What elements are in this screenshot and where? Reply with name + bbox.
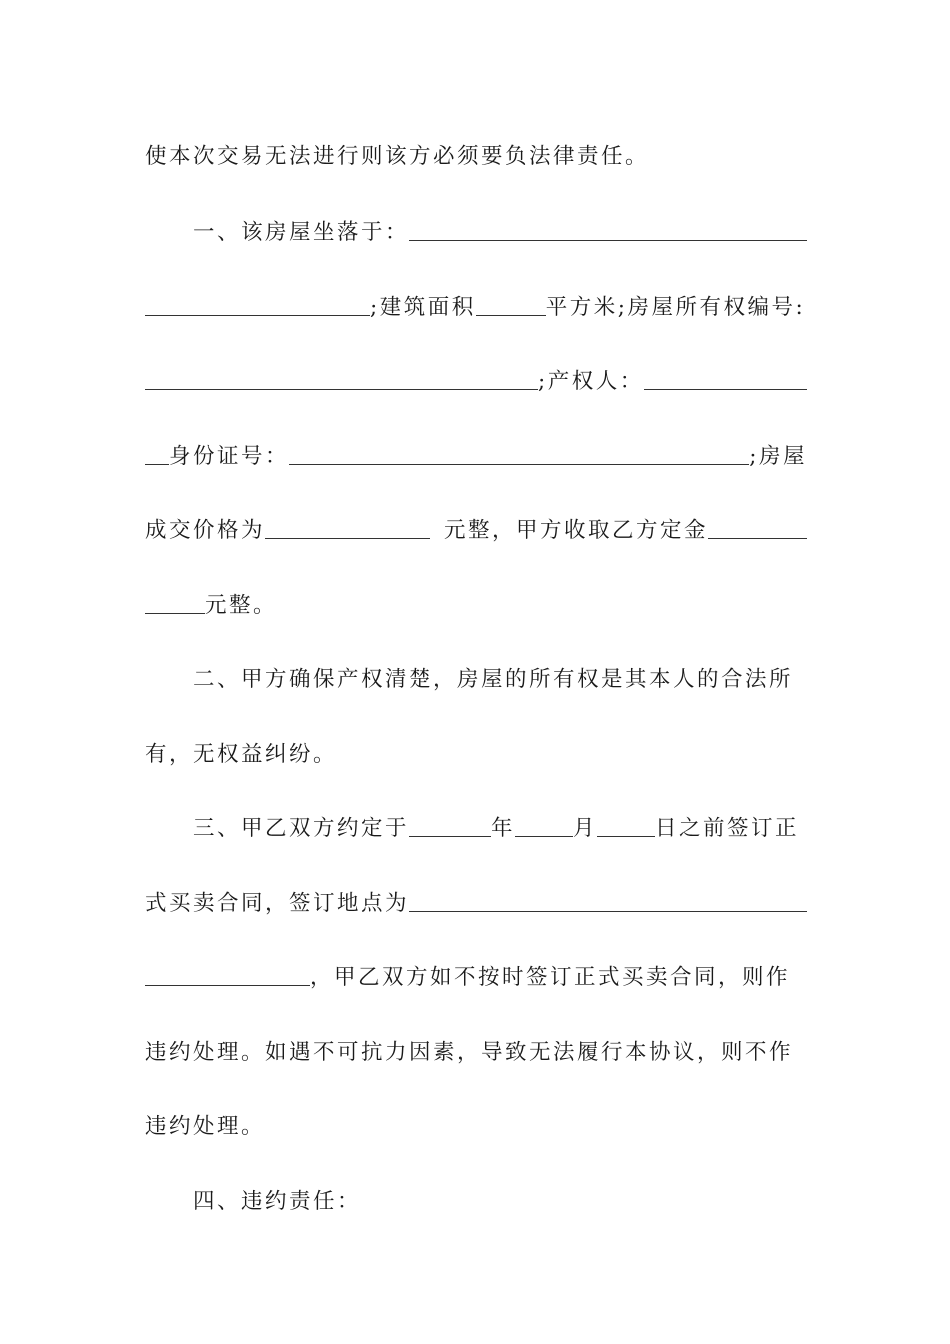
text: 年: [491, 815, 516, 841]
text: 月: [573, 815, 598, 841]
text: ;房屋: [749, 443, 807, 469]
text: 违约处理。如遇不可抗力因素，导致无法履行本协议，则不作: [145, 1039, 794, 1065]
owner-blank[interactable]: [644, 388, 807, 390]
text: ，甲乙双方如不按时签订正式买卖合同，则作: [310, 964, 791, 990]
clause-1-line-2: [145, 284, 807, 324]
text: ;建筑面积: [370, 294, 476, 320]
clause-3-line-3: [145, 954, 807, 994]
text: 三、甲乙双方约定于: [193, 815, 410, 841]
day-blank[interactable]: [597, 835, 655, 837]
clause-1-line-4: [145, 433, 807, 473]
text: 一、该房屋坐落于：: [193, 219, 410, 245]
text: 二、甲方确保产权清楚，房屋的所有权是其本人的合法所: [193, 666, 794, 692]
month-blank[interactable]: [515, 835, 573, 837]
clause-3-line-4: [145, 1029, 807, 1069]
clause-4-heading: [145, 1178, 807, 1218]
text: 四、违约责任：: [193, 1188, 362, 1214]
deposit-blank[interactable]: [708, 537, 807, 539]
clause-1-line-3: [145, 358, 807, 398]
ownership-number-blank[interactable]: [145, 388, 538, 390]
clause-1-line-6: [145, 582, 807, 622]
location-blank-cont[interactable]: [145, 314, 370, 316]
price-blank[interactable]: [265, 537, 430, 539]
owner-blank-cont[interactable]: [145, 463, 169, 465]
id-number-blank[interactable]: [289, 463, 749, 465]
deposit-blank-cont[interactable]: [145, 612, 205, 614]
text: 有，无权益纠纷。: [145, 741, 338, 767]
year-blank[interactable]: [409, 835, 491, 837]
clause-1-line-1: [145, 209, 807, 249]
paragraph-line-1: [145, 133, 807, 173]
text: 元整。: [205, 592, 278, 618]
text: 日之前签订正: [655, 815, 800, 841]
clause-2-line-1: [145, 656, 807, 696]
signing-place-blank[interactable]: [409, 910, 807, 912]
text: 平方米;房屋所有权编号:: [545, 294, 806, 320]
text: 成交价格为: [145, 517, 266, 543]
text: 式买卖合同，签订地点为: [145, 890, 410, 916]
text: 使本次交易无法进行则该方必须要负法律责任。: [145, 143, 650, 169]
text: 身份证号：: [169, 443, 290, 469]
clause-1-line-5: [145, 507, 807, 547]
clause-3-line-2: [145, 880, 807, 920]
clause-3-line-1: [145, 805, 807, 845]
signing-place-blank-cont[interactable]: [145, 984, 310, 986]
clause-2-line-2: [145, 731, 807, 771]
area-blank[interactable]: [476, 314, 546, 316]
text: ;产权人：: [538, 368, 644, 394]
text: 元整，甲方收取乙方定金: [444, 517, 709, 543]
clause-3-line-5: [145, 1103, 807, 1143]
location-blank[interactable]: [409, 239, 807, 241]
text: 违约处理。: [145, 1113, 266, 1139]
